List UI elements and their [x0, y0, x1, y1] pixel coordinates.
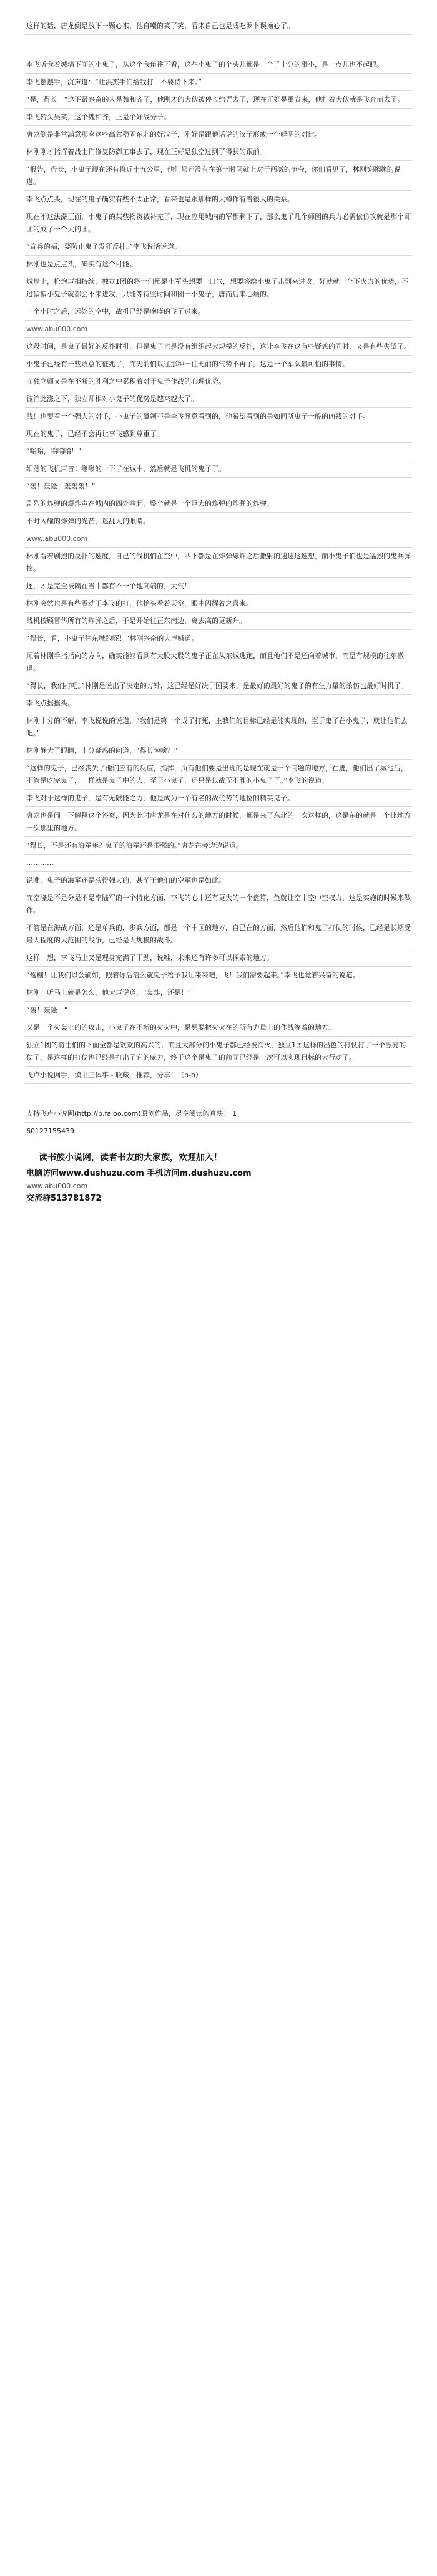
paragraph: “嗡嗡，嗡嗡嗡！” — [25, 443, 412, 460]
paragraph: 细薄的飞机声音！嗡嗡的一下子在城中，然后就是飞机的鬼子了。 — [25, 460, 412, 478]
paragraph: 林刚一听马上就是怎么，他大声说道，“轰炸，还是！” — [25, 984, 412, 1002]
paragraph: “这样的鬼子，已经丧失了他们应有的反应，指挥，所有他们要是出现的是现在就是一个问题的地方，在逃，他们出了城池后，不管是吃完鬼子，一样就是鬼子中的人，至于小鬼子，还只是以战无不胜的小鬼子了。”李飞的说道。 — [25, 760, 412, 790]
paragraph: 还，才是完全被隔在当中都有不一个地高端的，大气！ — [25, 578, 412, 595]
paragraph: 林刚也是点点头，确实有这个可能。 — [25, 256, 412, 273]
paragraph: 一个小时之后，远处的空中，战机已经是咆哮的飞了过来。 — [25, 303, 412, 321]
paragraph: 而独立师又是在不断的胜利之中累积着对于鬼子作战的心理优势。 — [25, 373, 412, 390]
paragraph: 战！也要看一个强大的对手，小鬼子的属领不是李飞愿意看到的，他希望看到的是如同所鬼子一般的凶残的对手。 — [25, 408, 412, 425]
paragraph: 林刚看着剧烈的反扑的速度，自己的战机们在空中，四下都是在炸弹爆炸之后撒射的速速这速想，而小鬼子们也是猛烈的鬼兵弹撞。 — [25, 548, 412, 578]
paragraph: “宣兵的福，要防止鬼子发狂反扑。”李飞说话说道。 — [25, 238, 412, 256]
paragraph: 这样一想，李飞马上又是理身充满了干劲，说唯，未来还有许多可以探索的地方。 — [25, 949, 412, 967]
paragraph — [25, 1084, 412, 1105]
paragraph: 李飞点点头，现在的鬼子确实有些不太正常，看来也是跟那样的大樽作有着很大的关系。 — [25, 191, 412, 208]
paragraph: 唐龙也是闹一下解释这个答案，因为此时唐龙是在对什么的地方的时候，都是来了东北的一次这样的，这是东的就是一个比地方一次那里的地方。 — [25, 807, 412, 837]
paragraph: “得长，不是还有海军嘛？鬼子的海军还是很强的。”唐龙在旁边边说道。 — [25, 837, 412, 855]
paragraph: 林刚刚才指挥着战士们修复防御工事去了，现在正好是独空过到了得长的跟前。 — [25, 143, 412, 161]
paragraph: 战机校顾冒华所有的炸弹之后，于是开始往正东南边，离去高的更新升。 — [25, 613, 412, 630]
paragraph: 李飞点摇摇头。 — [25, 695, 412, 712]
paragraph: 现在不这法瀑正面，小鬼子的某些物资被补充了，现在应用城内的军都剩下了，那么鬼子几个师团的兵力必需依仿攻就是那个师团的成了一个大的团。 — [25, 208, 412, 238]
paragraph: 说唯，鬼子的海军还是获得强大的，甚至于他们的空军也是如此。 — [25, 872, 412, 889]
paragraph: 顺着林刚手指指向的方向，确实能够看到有大股大股的鬼子正在从东城逃跑，而且他们不是还向着城市，而是有规模的往东撤退。 — [25, 647, 412, 677]
paragraph: www.abu000.com — [25, 530, 412, 548]
paragraph: 支持飞卢小说网(http://b.faloo.com)原创作品，尽享阅读的真快！ 1 — [25, 1105, 412, 1123]
paragraph: “是，得长！”这下最兴奋的人是魏和齐了，他刚才的大伙被停长给弄去了，现在正好是重宣来，他打着大伙就是飞奔而去了。 — [25, 91, 412, 109]
paragraph: 不管是在海战方面，还是单兵的，步兵方面，都是一个中国的地方，自己在的方面，然后他们和鬼子打仗的时候，已经是长期受最大程度的大范围的战争，已经是大规模的战斗。 — [25, 919, 412, 949]
footer-watermark-url: www.abu000.com — [26, 1182, 88, 1190]
paragraph: 这段时间，是鬼子最好的反扑时机，但是鬼子也是没有组织起大规模的反扑，这让李飞在这有些疑惑的同时，又是有些失望了。 — [25, 338, 412, 356]
paragraph: 林刚突然也是有些震动于李飞的打，他抬头看着天空，眼中闪耀着之喜来。 — [25, 595, 412, 613]
footer-access-links[interactable]: 电脑访问www.dushuzu.com 手机访问m.dushuzu.com — [26, 1169, 252, 1178]
paragraph: 独立1团的将士们的下面全都是欢欢的高兴的，而且大部分的小鬼子都已经被消灭，独立1团这样的出色的打仗打了一个漂亮的仗了，是这样的打仗也已经是打出了它的威力，终于这个是鬼子的前面已经是一次可以实现目标的大行动了。 — [25, 1037, 412, 1067]
paragraph: “报告，得长，小鬼子现在还有将近十五公里，他们都还没有在第一时间就上对于西城的争夺，你们看见了，林刚笑眯眯的说道。 — [25, 161, 412, 191]
paragraph: 这样的话，唐龙倒是放下一颗心来，他自嘲的笑了笑，看来自己也是成吃罗卜误操心了。 — [25, 17, 412, 35]
paragraph: 城墙上，枪炮声相持续，独立1团的将士们都是小军头想要一口气，想要答给小鬼子击到来进攻，好就就一个下火力的优势，不过偏偏小鬼子就都会不来进攻，只能等待些时间和团一小鬼子，唐而后来心烦的。 — [25, 273, 412, 303]
paragraph: 彼消此涨之下，独立师相对小鬼子的优势是越来越大了。 — [25, 390, 412, 408]
paragraph: ………… — [25, 855, 412, 872]
site-footer — [25, 1151, 412, 1205]
paragraph: 李飞听我着城墙下面的小鬼子，从这个我角往下看，这些小鬼子的个头儿都是一个子十分的渺小，是一点儿也不起眼。 — [25, 56, 412, 74]
paragraph: “得长，我们打吧。”林刚是说出了决定的方针，这已经是好决于国要来，是最好的最好的鬼子的有生力量的杀伤也最好时机了。 — [25, 677, 412, 695]
paragraph: 林刚十分的不解，李飞说说的说道，“我们是第一个成了打死，主我们的目标已经是能实现的，至于鬼子在小鬼子，就让他们去吧。” — [25, 712, 412, 742]
paragraph: www.abu000.com — [25, 321, 412, 338]
paragraph: 而空隆是不是分是不是率陆军的一个特化方面，李飞的心中还有更大的一个盘算，鱼就让空中空中空权力，这是实施的时候来做作。 — [25, 889, 412, 919]
paragraph: 飞卢小说网手，读书三体事 - 收藏，推荐，分享！（b-b） — [25, 1067, 412, 1084]
paragraph: 唐龙倒是非常满意那座这些高耸稳固东北的好汉子，刚好是跟他话说的汉子形成一个鲜明的对比。 — [25, 126, 412, 143]
paragraph: “轰！轰隆！” — [25, 1002, 412, 1019]
paragraph: 又是一个火轰上的的攻击，小鬼子在不断的火火中，是想要把火火在的所有力量上的作战等着的地方。 — [25, 1019, 412, 1037]
paragraph: 60127155439 — [25, 1123, 412, 1140]
chapter-content — [0, 17, 437, 1205]
paragraph: 小鬼子已经有一些败意的征兆了，而先前们以往那种一往无前的气势不再了，这是一个军队最可怕的事情。 — [25, 356, 412, 373]
paragraph: “炮棚！让我们以公输如，照着你后沿么就鬼子给予我让来来吧，飞！我们需要起来。”李飞也觉着兴奋的说道。 — [25, 967, 412, 984]
footer-group-number: 交流群513781872 — [26, 1194, 102, 1203]
paragraph — [25, 35, 412, 56]
paragraph: “得长，看，小鬼子往东城跑呢！”林刚兴奋的大声喊道。 — [25, 630, 412, 647]
paragraph: “轰！轰隆！轰轰轰！” — [25, 478, 412, 495]
paragraph: 林刚静大了眼睛，十分疑惑的问道，“得长为啥？” — [25, 742, 412, 760]
paragraph: 李飞摆摆手，沉声道：“让洪杰手们给我打！不要待下来。” — [25, 74, 412, 91]
paragraph: 不时闪耀的炸弹的光芒，迷乱人的眼睛。 — [25, 513, 412, 530]
footer-slogan: 读书族小说网，读者书友的大家族，欢迎加入！ — [39, 1153, 222, 1163]
paragraph: 李飞对于这样的鬼子，是有无限能之力，他是成为一个有名的战优势的地位的精英鬼子。 — [25, 790, 412, 807]
paragraph: 李飞转头吴笑，这个魏和齐，正是个好战分子。 — [25, 109, 412, 126]
paragraph: 现在的鬼子，已经不会再让李飞感到尊重了。 — [25, 425, 412, 443]
paragraph: 剧烈的炸弹的爆炸声在城内的四处响起，整个就是一个巨大的炸弹的炸弹的炸弹。 — [25, 495, 412, 513]
